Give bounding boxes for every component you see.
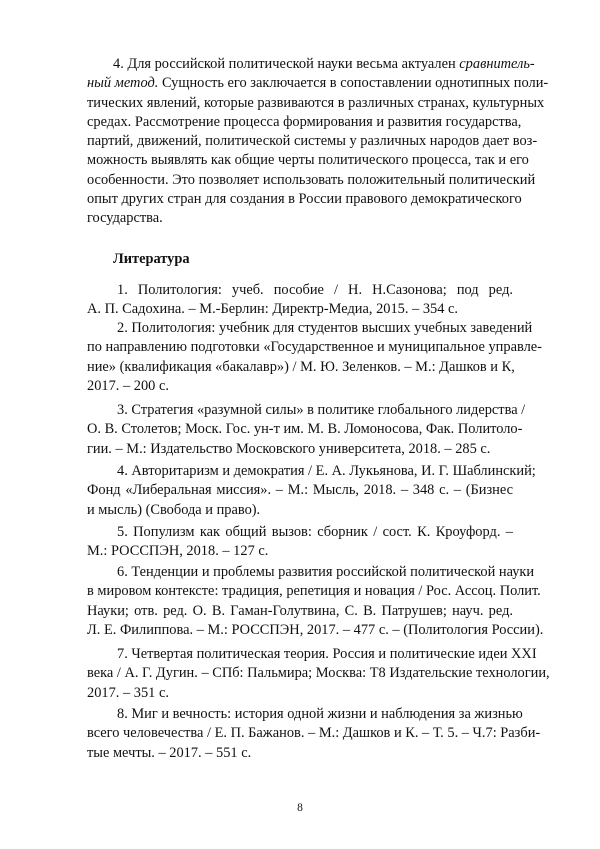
- italic-text: ный метод.: [87, 75, 159, 92]
- text-line: [87, 171, 536, 190]
- text-line: [87, 55, 535, 74]
- text-line: [87, 190, 522, 209]
- text-run: можность выявлять как общие черты политического процесса, так и его: [87, 152, 529, 169]
- reference-line: и мысль) (Свобода и право).: [87, 501, 261, 518]
- reference-line: О. В. Столетов; Моск. Гос. ун-т им. М. В. Ломоносова, Фак. Политоло-: [87, 421, 523, 438]
- reference-line: Л. Е. Филиппова. – М.: РОССПЭН, 2017. – 477 с. – (Политология России).: [87, 621, 544, 638]
- text-line: [87, 74, 549, 93]
- reference-line: Фонд «Либеральная миссия». – М.: Мысль, 2018. – 348 с. – (Бизнес: [87, 482, 513, 499]
- intro-paragraph: [87, 55, 549, 229]
- reference-line: 5. Популизм как общий вызов: сборник / сост. К. Кроуфорд. –: [117, 524, 513, 540]
- text-line: [87, 132, 538, 151]
- reference-line: 2017. – 351 с.: [87, 684, 169, 701]
- reference-line: века / А. Г. Дугин. – СПб: Пальмира; Москва: Т8 Издательские технологии,: [87, 665, 550, 682]
- reference-line: Науки; отв. ред. О. В. Гаман-Голутвина, С. В. Патрушев; науч. ред.: [87, 602, 513, 619]
- text-run: средах. Рассмотрение процесса формирования и развития государства,: [87, 113, 522, 130]
- reference-line: 1. Политология: учеб. пособие / Н. Н.Сазонова; под ред.: [117, 282, 513, 298]
- text-run: партий, движений, политической системы у различных народов дает воз-: [87, 133, 538, 150]
- reference-line: гии. – М.: Издательство Московского университета, 2018. – 285 с.: [87, 440, 491, 457]
- text-line: [87, 151, 529, 170]
- text-line: [87, 94, 545, 113]
- reference-item: [87, 705, 541, 763]
- reference-item: [87, 563, 544, 640]
- text-run: особенности. Это позволяет использовать положительный политический: [87, 171, 536, 188]
- reference-line: 3. Стратегия «разумной силы» в политике глобального лидерства /: [117, 402, 526, 418]
- text-run: тических явлений, которые развиваются в различных странах, культурных: [87, 94, 545, 111]
- text-line: [87, 209, 513, 228]
- text-run: государства.: [87, 210, 163, 227]
- reference-line: 6. Тенденции и проблемы развития российской политической науки: [117, 564, 535, 580]
- text-run: опыт других стран для создания в России правового демократического: [87, 191, 522, 208]
- reference-item: [87, 281, 513, 320]
- reference-line: 7. Четвертая политическая теория. Россия и политические идеи XXI: [117, 646, 537, 662]
- page-number: 8: [297, 802, 303, 814]
- reference-line: 2. Политология: учебник для студентов высших учебных заведений: [117, 320, 533, 336]
- reference-line: А. П. Садохина. – М.-Берлин: Директр-Медиа, 2015. – 354 с.: [87, 301, 459, 318]
- reference-line: всего человечества / Е. П. Бажанов. – М.: Дашков и К. – Т. 5. – Ч.7: Разби-: [87, 725, 541, 742]
- reference-item: [87, 401, 526, 459]
- text-run: 4. Для российской политической науки весьма актуален: [113, 56, 460, 72]
- reference-item: [87, 645, 550, 703]
- reference-line: 2017. – 200 с.: [87, 377, 169, 394]
- reference-line: тые мечты. – 2017. – 551 с.: [87, 744, 252, 761]
- reference-line: М.: РОССПЭН, 2018. – 127 с.: [87, 543, 269, 560]
- reference-line: ние» (квалификация «бакалавр») / М. Ю. Зеленков. – М.: Дашков и К,: [87, 358, 515, 375]
- reference-item: [87, 319, 542, 396]
- italic-text: сравнитель-: [459, 56, 535, 72]
- reference-item: [87, 462, 536, 520]
- reference-line: по направлению подготовки «Государственное и муниципальное управле-: [87, 339, 542, 356]
- reference-line: 8. Миг и вечность: история одной жизни и наблюдения за жизнью: [117, 706, 523, 722]
- reference-item: [87, 523, 513, 562]
- reference-line: в мировом контексте: традиция, репетиция и новация / Рос. Ассоц. Полит.: [87, 583, 541, 600]
- text-run: Сущность его заключается в сопоставлении однотипных поли-: [158, 75, 549, 92]
- text-line: [87, 113, 522, 132]
- reference-line: 4. Авторитаризм и демократия / Е. А. Лукьянова, И. Г. Шаблинский;: [117, 463, 536, 479]
- literature-heading: Литература: [113, 251, 190, 267]
